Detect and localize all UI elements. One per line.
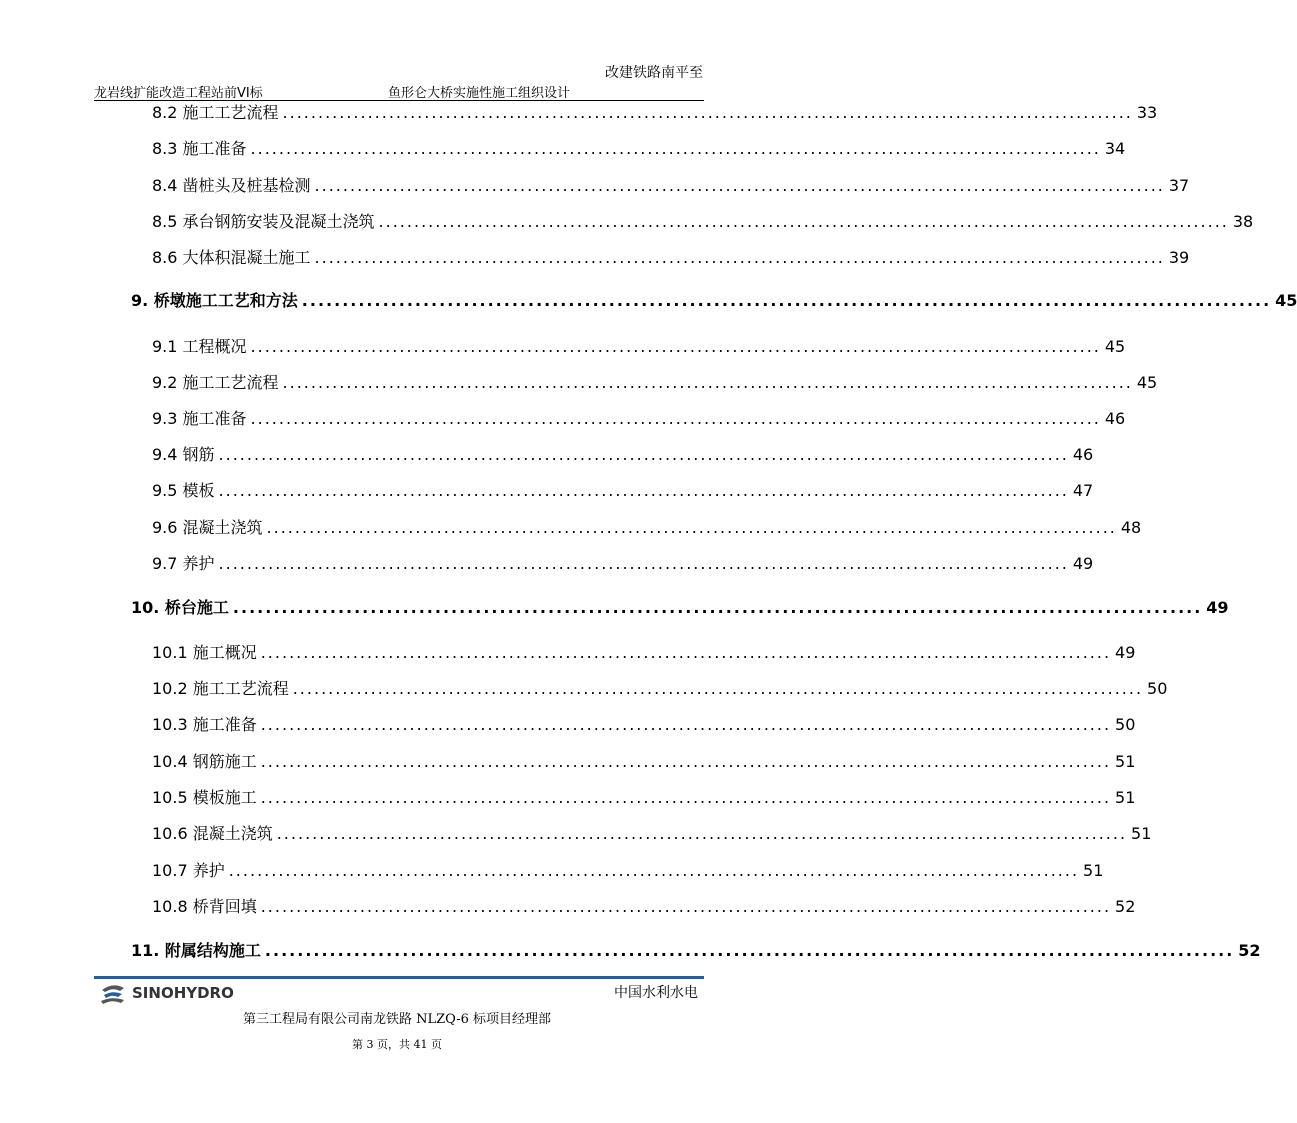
toc-entry[interactable] — [152, 823, 1152, 845]
toc-entry-label: 10.7 养护 — [152, 861, 225, 880]
toc-entry-page: 38 — [1232, 212, 1254, 231]
toc-entry[interactable] — [152, 372, 1158, 394]
toc-entry-page: 50 — [1147, 679, 1168, 698]
toc-entry-page: 45 — [1275, 291, 1297, 310]
toc-entry-label: 10.8 桥背回填 — [152, 897, 257, 916]
toc-leader-dots: ........................................................................................................................ — [218, 445, 1069, 464]
company-logo — [100, 982, 234, 1004]
toc-entry[interactable] — [152, 408, 1126, 430]
toc-entry-label: 8.5 承台钢筋安装及混凝土浇筑 — [152, 212, 375, 231]
toc-entry[interactable] — [152, 102, 1158, 124]
toc-entry-page: 51 — [1131, 824, 1152, 843]
toc-leader-dots: ........................................................................................................................ — [378, 212, 1229, 231]
toc-entry[interactable] — [152, 138, 1126, 160]
toc-entry-label: 9.3 施工准备 — [152, 409, 247, 428]
toc-entry-page: 52 — [1115, 897, 1136, 916]
toc-leader-dots: ........................................................................................................................ — [228, 861, 1080, 880]
toc-entry-label: 8.6 大体积混凝土施工 — [152, 248, 311, 267]
toc-leader-dots: ........................................................................................................................ — [266, 518, 1117, 537]
header-divider — [94, 100, 704, 101]
toc-entry-label: 10.4 钢筋施工 — [152, 752, 257, 771]
header-middle-title: 鱼形仑大桥实施性施工组织设计 — [388, 86, 571, 101]
toc-entry-label: 10.6 混凝土浇筑 — [152, 824, 273, 843]
toc-entry-page: 51 — [1115, 788, 1136, 807]
toc-leader-dots: ........................................................................................................................ — [260, 715, 1112, 734]
toc-entry-label: 8.4 凿桩头及桩基检测 — [152, 176, 311, 195]
toc-entry[interactable] — [152, 642, 1136, 664]
toc-entry-page: 49 — [1072, 554, 1094, 573]
toc-entry-label: 9.2 施工工艺流程 — [152, 373, 279, 392]
toc-entry-page: 49 — [1115, 643, 1136, 662]
toc-leader-dots: ........................................................................................................................ — [260, 643, 1112, 662]
toc-entry[interactable] — [152, 175, 1190, 197]
footer-divider — [94, 976, 704, 979]
header-left-title: 龙岩线扩能改造工程站前VI标 — [94, 86, 263, 101]
toc-entry[interactable] — [152, 678, 1168, 700]
toc-entry-page: 49 — [1206, 598, 1229, 617]
toc-leader-dots: ........................................................................................................................ — [282, 373, 1133, 392]
toc-entry-label: 10.1 施工概况 — [152, 643, 257, 662]
toc-entry[interactable] — [152, 211, 1254, 233]
toc-entry-page: 48 — [1120, 518, 1142, 537]
toc-entry-label: 10.2 施工工艺流程 — [152, 679, 289, 698]
toc-entry-label: 10. 桥台施工 — [131, 598, 229, 617]
toc-leader-dots: ........................................................................................................................ — [314, 176, 1165, 195]
toc-leader-dots: ........................................................................................................................ — [282, 103, 1133, 122]
header-right-title: 改建铁路南平至 — [605, 65, 703, 81]
toc-entry-label: 8.2 施工工艺流程 — [152, 103, 279, 122]
toc-leader-dots: ........................................................................................................................ — [250, 139, 1101, 158]
toc-entry-label: 8.3 施工准备 — [152, 139, 247, 158]
toc-entry[interactable] — [131, 290, 1297, 312]
toc-leader-dots: ........................................................................................................................ — [264, 941, 1235, 960]
toc-entry[interactable] — [152, 480, 1094, 502]
page-number: 第 3 页，共 41 页 — [352, 1038, 442, 1051]
toc-leader-dots: ........................................................................................................................ — [276, 824, 1128, 843]
toc-leader-dots: ........................................................................................................................ — [218, 481, 1069, 500]
toc-entry[interactable] — [152, 247, 1190, 269]
toc-leader-dots: ........................................................................................................................ — [260, 788, 1112, 807]
toc-entry[interactable] — [152, 553, 1094, 575]
toc-entry-label: 11. 附属结构施工 — [131, 941, 261, 960]
toc-entry-page: 47 — [1072, 481, 1094, 500]
toc-entry-label: 9.6 混凝土浇筑 — [152, 518, 263, 537]
toc-entry[interactable] — [152, 714, 1136, 736]
toc-entry[interactable] — [131, 597, 1229, 619]
toc-entry[interactable] — [152, 860, 1104, 882]
toc-entry-page: 45 — [1104, 337, 1126, 356]
toc-leader-dots: ........................................................................................................................ — [250, 337, 1101, 356]
toc-entry-page: 51 — [1115, 752, 1136, 771]
toc-leader-dots: ........................................................................................................................ — [232, 598, 1203, 617]
toc-leader-dots: ........................................................................................................................ — [250, 409, 1101, 428]
toc-entry-page: 50 — [1115, 715, 1136, 734]
toc-entry-page: 46 — [1104, 409, 1126, 428]
toc-leader-dots: ........................................................................................................................ — [314, 248, 1165, 267]
toc-entry-page: 39 — [1168, 248, 1190, 267]
toc-leader-dots: ........................................................................................................................ — [260, 752, 1112, 771]
toc-leader-dots: ........................................................................................................................ — [301, 291, 1272, 310]
toc-entry[interactable] — [152, 751, 1136, 773]
toc-entry-page: 34 — [1104, 139, 1126, 158]
toc-entry-page: 37 — [1168, 176, 1190, 195]
toc-entry-label: 9.5 模板 — [152, 481, 215, 500]
logo-text: SINOHYDRO — [132, 984, 234, 1002]
sinohydro-logo-icon — [100, 982, 126, 1004]
toc-entry-label: 10.3 施工准备 — [152, 715, 257, 734]
toc-entry-label: 9.4 钢筋 — [152, 445, 215, 464]
toc-entry[interactable] — [152, 444, 1094, 466]
toc-entry[interactable] — [152, 787, 1136, 809]
toc-leader-dots: ........................................................................................................................ — [260, 897, 1112, 916]
toc-leader-dots: ........................................................................................................................ — [218, 554, 1069, 573]
toc-entry-page: 33 — [1136, 103, 1158, 122]
toc-entry-page: 51 — [1083, 861, 1104, 880]
toc-entry-page: 45 — [1136, 373, 1158, 392]
toc-entry[interactable] — [131, 940, 1261, 962]
toc-entry-label: 9. 桥墩施工工艺和方法 — [131, 291, 298, 310]
footer-department: 第三工程局有限公司南龙铁路 NLZQ-6 标项目经理部 — [242, 1012, 552, 1027]
toc-entry-label: 9.1 工程概况 — [152, 337, 247, 356]
footer-company: 中国水利水电 — [614, 985, 698, 1001]
toc-entry-label: 9.7 养护 — [152, 554, 215, 573]
toc-entry-label: 10.5 模板施工 — [152, 788, 257, 807]
toc-entry[interactable] — [152, 336, 1126, 358]
toc-entry-page: 46 — [1072, 445, 1094, 464]
toc-entry-page: 52 — [1238, 941, 1261, 960]
toc-entry[interactable] — [152, 896, 1136, 918]
toc-entry[interactable] — [152, 517, 1142, 539]
toc-leader-dots: ........................................................................................................................ — [292, 679, 1144, 698]
